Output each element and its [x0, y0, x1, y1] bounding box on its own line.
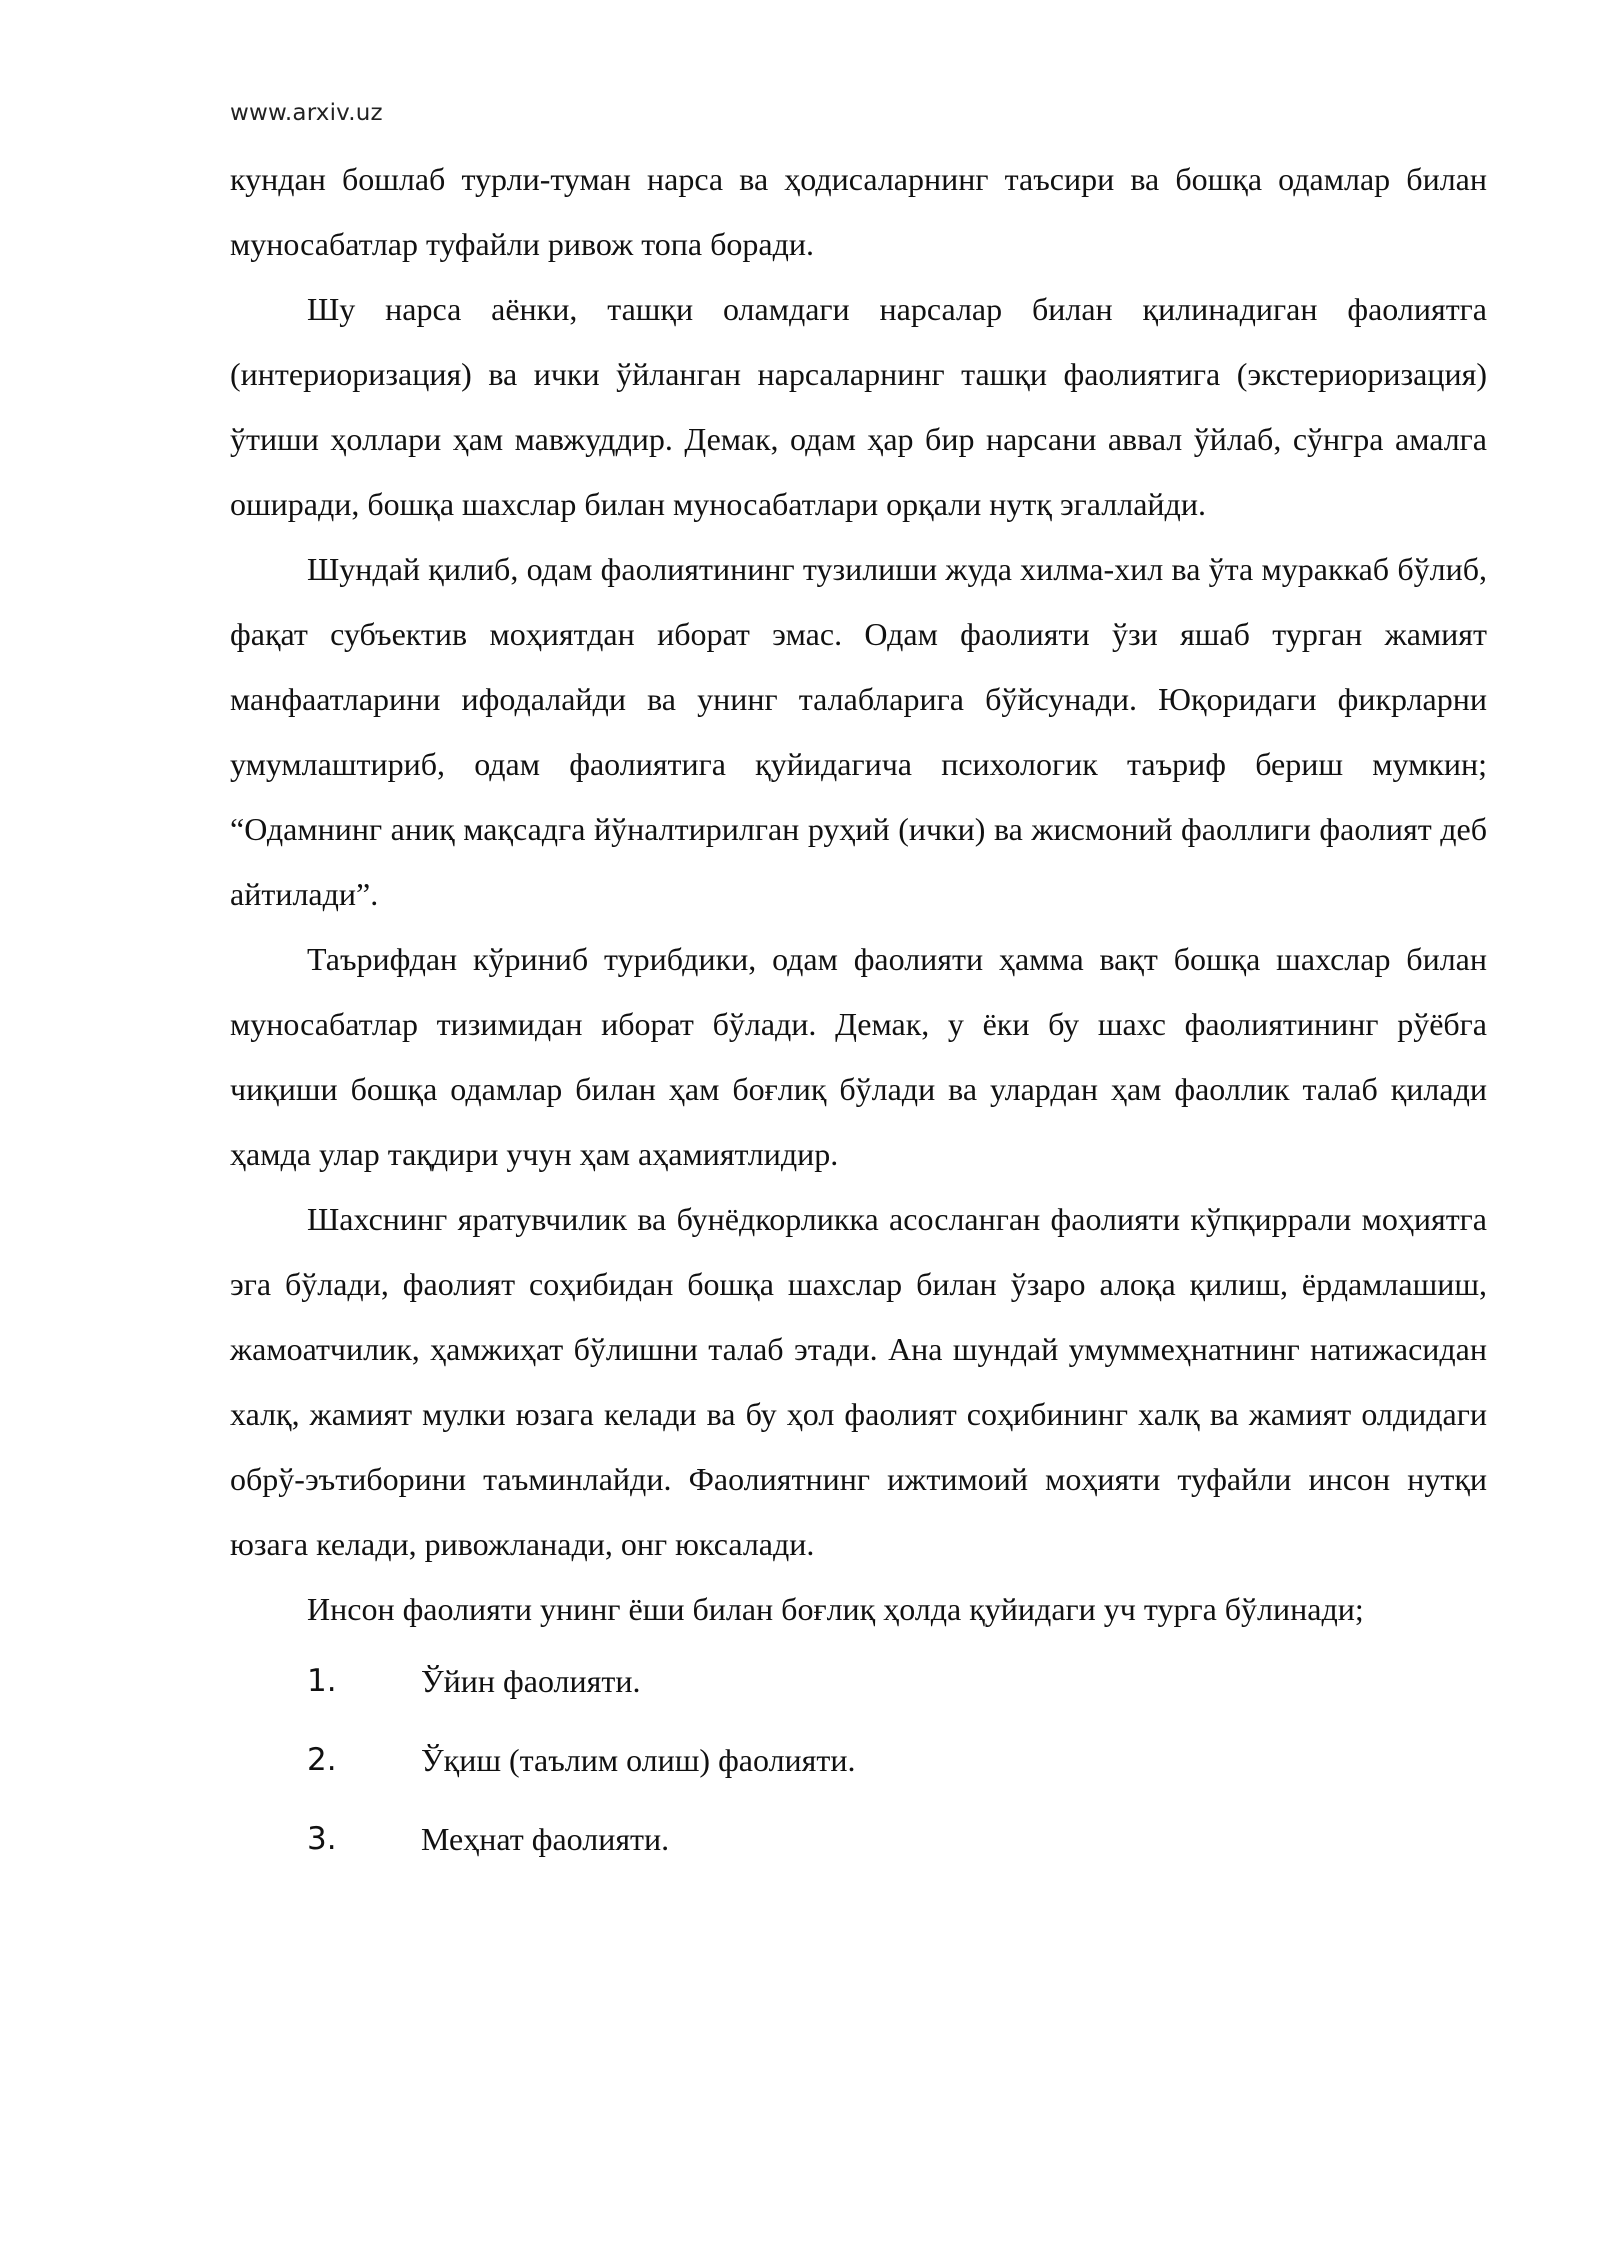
paragraph: Шу нарса аёнки, ташқи оламдаги нарсалар билан қилинадиган фаолиятга (интериоризация) ва ички ўйланган нарсаларнинг ташқи фаолиятига (экстериоризация) ўтиши ҳоллари ҳам мавжуддир. Демак, одам ҳар бир нарсани аввал ўйлаб, сўнгра амалга оширади, бошқа шахслар билан муносабатлари орқали нутқ эгаллайди.	[230, 291, 1487, 522]
paragraph: Шахснинг яратувчилик ва бунёдкорликка асосланган фаолияти кўпқиррали моҳиятга эга бўлади, фаолият соҳибидан бошқа шахслар билан ўзаро алоқа қилиш, ёрдамлашиш, жамоатчилик, ҳамжиҳат бўлишни талаб этади. Ана шундай умуммеҳнатнинг натижасидан халқ, жамият мулки юзага келади ва бу ҳол фаолият соҳибининг халқ ва жамият олдидаги обрў-эътиборини таъминлайди. Фаолиятнинг ижтимоий моҳияти туфайли инсон нутқи юзага келади, ривожланади, онг юксалади.	[230, 1201, 1487, 1562]
list-item	[230, 1721, 1487, 1800]
list-item-number: 3.	[307, 1821, 337, 1857]
paragraph: Инсон фаолияти унинг ёши билан боғлиқ ҳолда қуйидаги уч турга бўлинади;	[307, 1591, 1364, 1627]
list-item-text: Ўқиш (таълим олиш) фаолияти.	[421, 1742, 856, 1778]
document-body	[230, 147, 1487, 1879]
header-url: www.arxiv.uz	[230, 100, 383, 126]
activity-types-list	[230, 1642, 1487, 1879]
paragraph: Шундай қилиб, одам фаолиятининг тузилиши жуда хилма-хил ва ўта мураккаб бўлиб, фақат субъектив моҳиятдан иборат эмас. Одам фаолияти ўзи яшаб турган жамият манфаатларини ифодалайди ва унинг талабларига бўйсунади. Юқоридаги фикрларни умумлаштириб, одам фаолиятига қуйидагича психологик таъриф бериш мумкин; “Одамнинг аниқ мақсадга йўналтирилган руҳий (ички) ва жисмоний фаоллиги фаолият деб айтилади”.	[230, 551, 1487, 912]
list-item	[230, 1642, 1487, 1721]
paragraph: Таърифдан кўриниб турибдики, одам фаолияти ҳамма вақт бошқа шахслар билан муносабатлар тизимидан иборат бўлади. Демак, у ёки бу шахс фаолиятининг рўёбга чиқиши бошқа одамлар билан ҳам боғлиқ бўлади ва улардан ҳам фаоллик талаб қилади ҳамда улар тақдири учун ҳам аҳамиятлидир.	[230, 941, 1487, 1172]
list-item	[230, 1800, 1487, 1879]
list-item-number: 2.	[307, 1742, 337, 1778]
list-item-text: Ўйин фаолияти.	[421, 1663, 641, 1699]
list-item-number: 1.	[307, 1663, 337, 1699]
list-item-text: Меҳнат фаолияти.	[421, 1821, 670, 1857]
paragraph: кундан бошлаб турли-туман нарса ва ҳодисаларнинг таъсири ва бошқа одамлар билан муносабатлар туфайли ривож топа боради.	[230, 161, 1487, 262]
